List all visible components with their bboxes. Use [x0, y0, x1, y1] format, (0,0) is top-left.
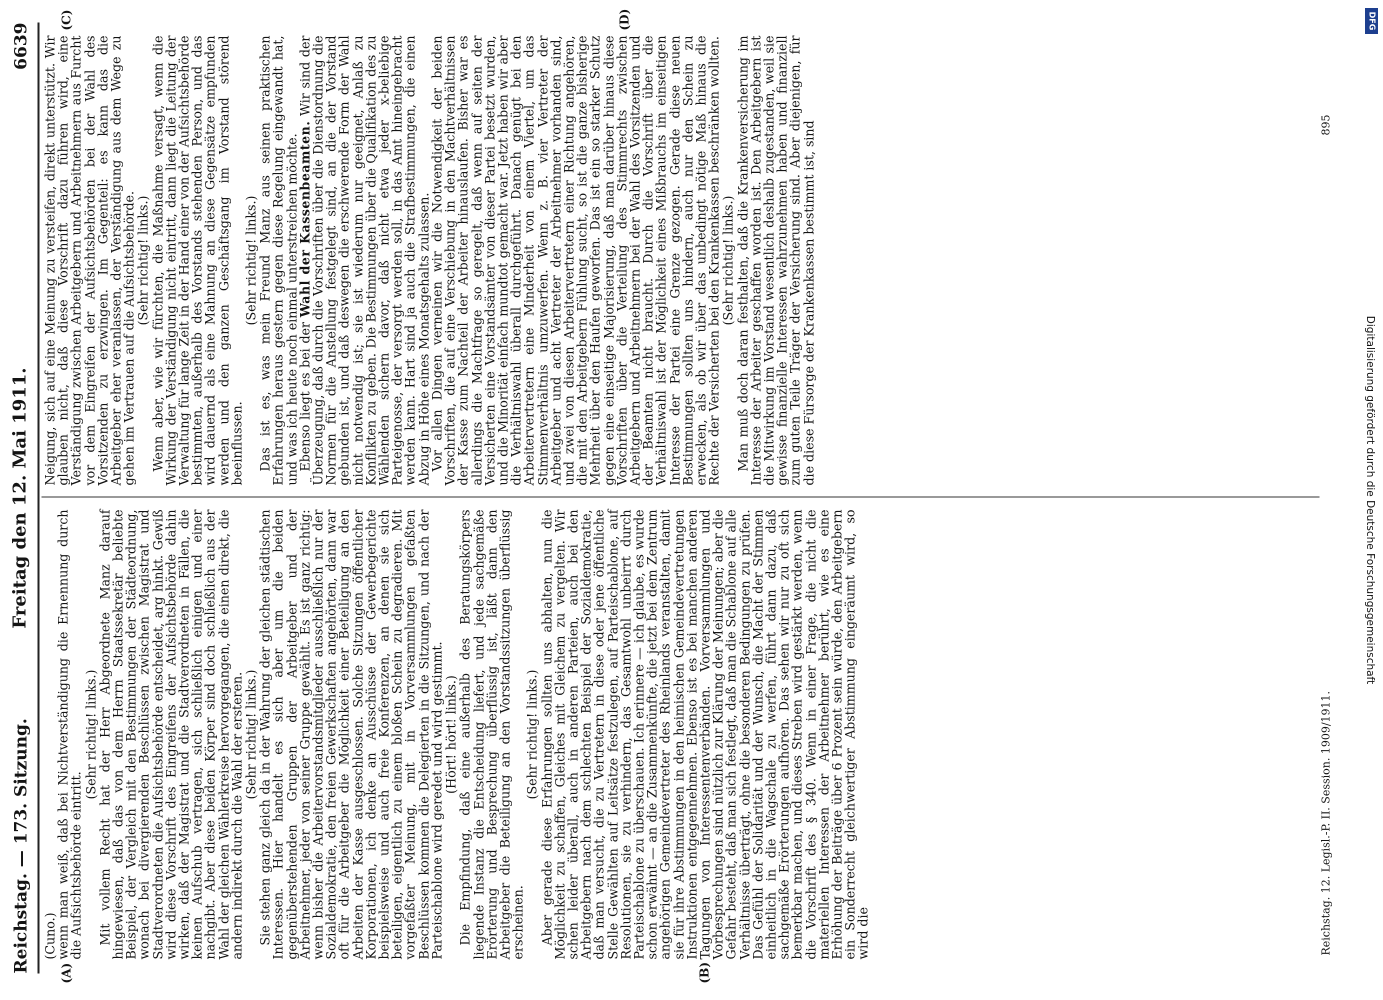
paragraph: Vor allen Dingen verneinen wir die Notwendigkeit der beiden Vorschriften, die auf eine Verschiebung in den Machtverhältnissen der Kasse zum Nachteil der Arbeiter hinauslaufen. Bisher war es allerdings die Machtfrage so geregelt, daß wenn auf seiten der Versicherten eine Vorstandsämter von dieser Partei besetzt wurden, und die Minorität einfach mundtot gemacht war. Jetzt haben wir aber die Verhältniswahl überall durchgeführt. Danach genügt bei den Arbeitervertretern eine Minderheit von einem Viertel, um das Stimmenverhältnis umzuwerfen. Wenn z. B. vier Vertreter der Arbeitgeber und acht Vertreter der Arbeitnehmer vorhanden sind, und zwei von diesen Arbeitervertretern einer Richtung angehören, die mit den Arbeitgebern Fühlung sucht, so ist die ganze bisherige Mehrheit über den Haufen geworfen. Das ist ein so starker Schutz gegen eine einseitige Majorisierung, daß man darüber hinaus diese Vorschriften über die Verteilung des Stimmrechts zwischen Arbeitgebern und Arbeitnehmern bei der Wahl des Vorsitzenden und der Beamten nicht braucht. Durch die Vorschrift über die Verhältniswahl ist der Möglichkeit eines Mißbrauchs im einseitigen Interesse der Partei eine Grenze gezogen. Gerade diese neuen Bestimmungen sollten uns hindern, auch nur den Schein zu erwecken, als ob wir über das unbedingt nötige Maß hinaus die Rechte der Versicherten bei den Krankenkassen beschränken wollten.: [429, 35, 722, 486]
interjection: (Sehr richtig! links.): [243, 669, 259, 800]
digitization-note-text: Digitalisierung gefördert durch die Deutsche Forschungsgemeinschaft: [1364, 315, 1376, 685]
paragraph: Sie stehen ganz gleich da in der Wahrung der gleichen städtischen Interessen. Hier handelt es sich aber um die beiden gegenüberstehenden Gruppen der Arbeitgeber und der Arbeitnehmer, jeder von seiner Gruppe gewählt. Es ist ganz richtig: wenn bisher die Arbeitervorstandsmitglieder ausschließlich nur der Sozialdemokratie, den freien Gewerkschaften angehörten, dann war oft für die Arbeitgeber die Möglichkeit einer Beteiligung an den Arbeiten der Kasse ausgeschlossen. Solche Sitzungen öffentlicher Korporationen, ich denke an Ausschüsse der Gewerbegerichte beispielsweise und auch freie Konferenzen, an denen sie sich beteiligen, eigentlich zu einem bloßen Schein zu degradieren. Mit vorgefaßter Meinung, mit in Vorversammlungen gefaßten Beschlüssen kommen die Delegierten in die Sitzungen, und nach der Parteischablone wird geredet und wird gestimmt.: [257, 509, 445, 960]
document-page: [8, 8, 1338, 986]
paragraph: Aber gerade diese Erfahrungen sollten uns abhalten, nun die Möglichkeit zu schaffen, Gleiches mit Gleichem zu vergelten. Wir schen leider überall, auch in anderen Parteien, auch bei den Arbeitgebern nach dem schlechten Beispiel der Sozialdemokratie, daß man versucht, die zu Vertretern in diese oder jene öffentliche Stelle Gewählten auf Leitsätze festzulegen, auf Parteischablone, auf Resolutionen, sie zu verhindern, das Gesamtwohl unbeirrt durch Parteischablone zu überschauen. Ich erinnere — ich glaube, es wurde schon erwähnt — an die Zusammenkünfte, die jetzt bei dem Zentrum angehörigen Gemeindevertreter des Rheinlands veranstalten, damit sie für ihre Abstimmungen in den heimischen Gemeindevertretungen Instruktionen entgegennehmen. Ebenso ist es bei manchen anderen Tagungen von Interessentenverbänden. Vorversammlungen und Vorbesprechungen sind nützlich zur Klärung der Meinungen; aber die Gefahr besteht, daß man sich festlegt, daß man die Schablone auf alle Verhältnisse überträgt, ohne die besonderen Bedingungen zu prüfen. Das Gefühl der Solidarität und der Wunsch, die Macht der Stimmen einheitlich in die Wagschale zu werfen, führt dann dazu, daß sachgemäße Erörterungen aufhören. Das sehen wir nur zu oft sich bemerkbar machen, und dieses Streben wird gestärkt werden, wenn die Vorschrift des § 340. Wenn in einer Frage, die nicht die materiellen Interessen der Arbeitnehmer berührt, wie es eine Erhöhung der Beiträge über 6 Prozent sein würde, den Arbeitgebern ein Sonderrecht gleichwertiger Abstimmung eingeräumt wird, so wird die: [539, 509, 871, 960]
header-rule: [38, 23, 40, 974]
paragraph: Neigung, sich auf eine Meinung zu versteifen, direkt unterstützt. Wir glauben nicht, daß diese Vorschrift dazu führen wird, eine Verständigung zwischen Arbeitgebern und Arbeitnehmern aus Furcht vor dem Eingreifen der Aufsichtsbehörden bei der Wahl des Vorsitzenden zu erzwingen. Im Gegenteil: es kann das die Arbeitgeber eher veranlassen, der Verständigung aus dem Wege zu gehen im Vertrauen auf die Aufsichtsbehörde.: [42, 35, 137, 486]
paragraph-lead: Ebenso liegt es bei der: [297, 322, 313, 472]
margin-marker-b: (B): [697, 962, 712, 984]
paragraph: Die Empfindung, daß eine außerhalb des Beratungskörpers liegende Instanz die Entscheidung liefert, und jede sachgemäße Erörterung und Besprechung überflüssig ist, läßt dann den Arbeitgeber die Beteiligung an den Vorstandssitzungen überflüssig erscheinen.: [457, 509, 526, 960]
interjection: (Sehr richtig! links.): [243, 195, 259, 326]
left-column: [44, 510, 871, 960]
paragraph-with-heading: [298, 36, 430, 486]
paragraph: Mit vollem Recht hat der Herr Abgeordnete Manz darauf hingewiesen, daß das von dem Herrn Staatssekretär beliebte Beispiel, der Vergleich mit den Bestimmungen der Städteordnung, wonach bei divergierenden Beschlüssen zwischen Magistrat und Stadtverordneten die Aufsichtsbehörde entscheidet, arg hinkt. Gewiß wird diese Vorschrift des Eingreifens der Aufsichtsbehörde dahin wirken, daß der Magistrat und die Stadtverordneten in Fällen, die keinen Aufschub vertragen, sich schließlich einigen und einer nachgibt. Aber diese beiden Körper sind doch schließlich aus der Wahl der gleichen Wählerkreise hervorgegangen, die einen direkt, die andern indirekt durch die Wahl der ersteren.: [97, 509, 245, 960]
interjection: (Sehr richtig! links.): [720, 195, 736, 326]
interjection: (Hört! hört! links.): [443, 675, 459, 794]
header-date: Freitag den 12. Mai 1911.: [9, 367, 31, 629]
header-page-number: 6639: [11, 22, 32, 70]
header-session: Reichstag. — 173. Sitzung.: [11, 718, 32, 974]
paragraph: Wenn aber, wie wir fürchten, die Maßnahme versagt, wenn die Wirkung der Verständigung nicht eintritt, dann liegt die Leitung der Verwaltung für lange Zeit in der Hand einer von der Aufsichtsbehörde bestimmten, außerhalb des Vorstands stehenden Person, und das wird dauernd als eine Mahnung an diese Gegensätze empfunden werden und den ganzen Geschäftsgang im Vorstand störend beeinflussen.: [150, 35, 245, 486]
paragraph: Das ist es, was mein Freund Manz aus seinen praktischen Erfahrungen heraus gestern gegen diese Regelung eingewandt hat, und was ich heute noch einmal unterstreichen möchte.: [257, 35, 300, 486]
margin-marker-d: (D): [617, 8, 632, 31]
page-header: [8, 23, 36, 974]
paragraph-rest: Wir sind der Überzeugung, daß durch die Vorschriften über die Dienstordnung die Normen für die Anstellung festgelegt sind, an die der Vorstand gebunden ist, und daß deswegen die erschwerende Form der Wahl nicht notwendig ist; sie ist wiederum nur geeignet, Anlaß zu Konflikten zu geben. Die Bestimmungen über die Qualifikation des zu Wählenden sichern davor, daß nicht etwa jeder x-beliebige Parteigenosse, der versorgt werden soll, in das Amt hineingebracht werden kann. Hart sind ja auch die Strafbestimmungen, die einen Abzug in Höhe eines Monatsgehalts zulassen.: [297, 35, 432, 486]
interjection: (Sehr richtig! links.): [524, 669, 540, 800]
interjection: (Sehr richtig! links.): [135, 195, 151, 326]
paragraph: Man muß doch daran festhalten, daß die Krankenversicherung im Interesse der Arbeiter geschaffen worden ist. Den Arbeitgebern ist die Mitwirkung im Vorstand wesentlich deshalb zugestanden, weil sie gewisse finanzielle Interessen wahrzunehmen haben und finanziell zum guten Teile Träger der Versicherung sind. Aber diejenigen, für die diese Fürsorge der Krankenkassen bestimmt ist, sind: [735, 35, 817, 486]
margin-marker-c: (C): [59, 9, 74, 31]
column-divider: [42, 497, 1320, 498]
right-column: [44, 36, 816, 486]
margin-marker-a: (A): [59, 962, 74, 984]
footer-sheet-number: 895: [1319, 114, 1333, 136]
digitization-note: [1360, 8, 1380, 992]
paragraph: wenn man weiß, daß bei Nichtverständigung die Ernennung durch die Aufsichtsbehörde eintritt.: [55, 509, 84, 960]
dfg-logo: [1365, 8, 1378, 34]
section-heading: Wahl der Kassenbeamten.: [297, 120, 313, 318]
interjection: (Sehr richtig! links.): [83, 669, 99, 800]
footer-legislature: Reichstag. 12. Legisl.-P. II. Session. 1909/1911.: [1319, 690, 1333, 956]
speaker-name: (Cuno.): [42, 912, 58, 960]
dfg-logo-text: DFG: [1367, 11, 1376, 31]
